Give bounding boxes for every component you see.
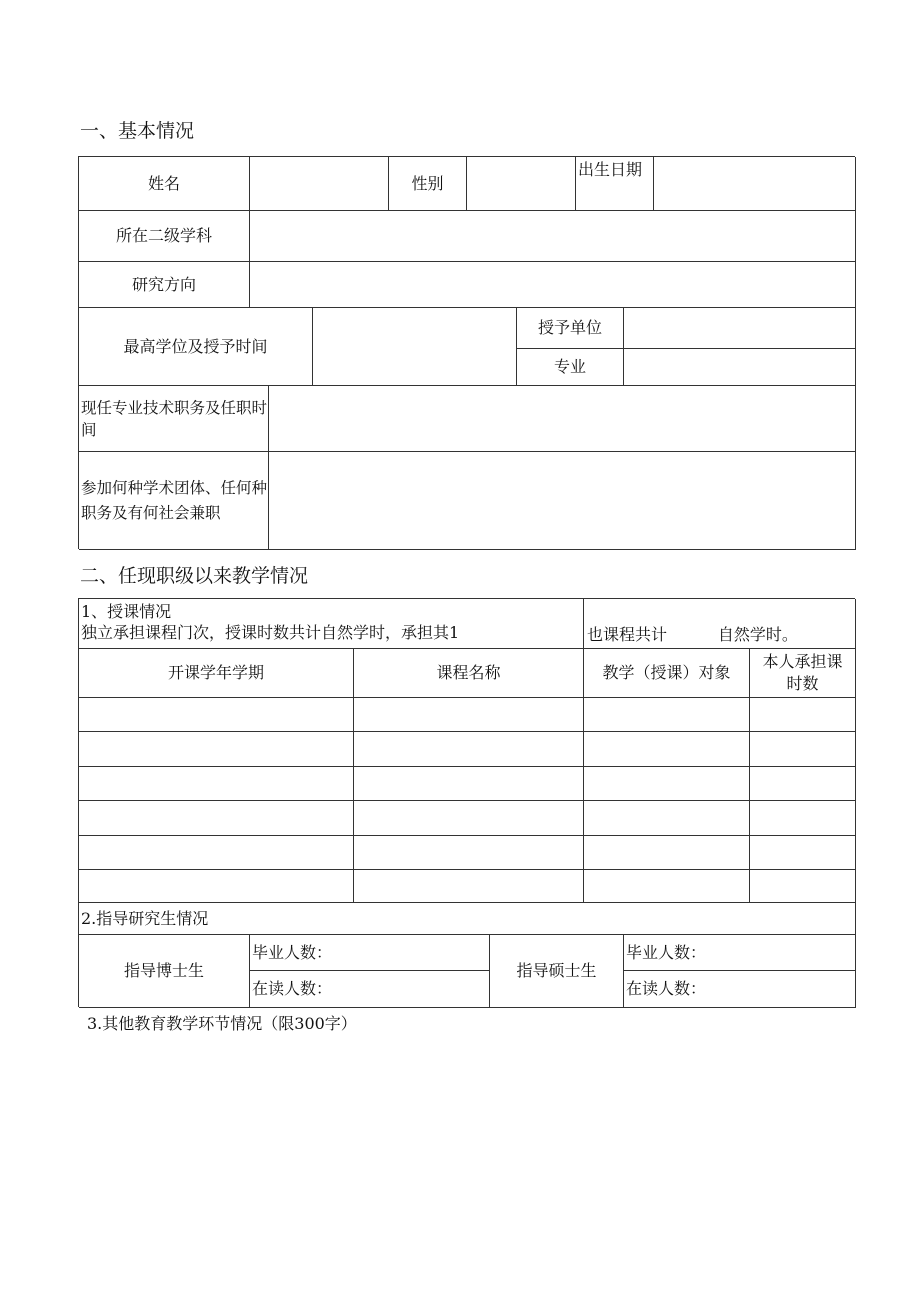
degree-field[interactable] xyxy=(313,308,517,386)
phd-graduated-field[interactable]: 毕业人数： xyxy=(250,935,490,971)
table-cell[interactable] xyxy=(584,698,750,732)
phd-label: 指导博士生 xyxy=(79,935,250,1008)
table-cell[interactable] xyxy=(79,698,354,732)
table-cell[interactable] xyxy=(354,801,584,836)
discipline-field[interactable] xyxy=(250,211,856,262)
table-cell[interactable] xyxy=(79,732,354,767)
name-field[interactable] xyxy=(250,157,389,211)
grant-unit-label: 授予单位 xyxy=(517,308,624,349)
basic-info-table xyxy=(78,156,855,549)
teaching-line: 独立承担课程门次，授课时数共计自然学时，承担其1 xyxy=(81,623,460,642)
major-label: 专业 xyxy=(517,349,624,386)
table-cell[interactable] xyxy=(584,870,750,903)
master-graduated-field[interactable]: 毕业人数： xyxy=(624,935,856,971)
col-hours-header: 本人承担课时数 xyxy=(750,649,856,698)
table-cell[interactable] xyxy=(79,767,354,801)
table-cell[interactable] xyxy=(750,732,856,767)
research-direction-label: 研究方向 xyxy=(79,262,250,308)
table-cell[interactable] xyxy=(354,732,584,767)
research-direction-field[interactable] xyxy=(250,262,856,308)
table-cell[interactable] xyxy=(354,836,584,870)
table-cell[interactable] xyxy=(750,767,856,801)
society-label: 参加何种学术团体、任何种职务及有何社会兼职 xyxy=(79,452,269,550)
gender-label: 性别 xyxy=(389,157,467,211)
grant-unit-field[interactable] xyxy=(624,308,856,349)
table-cell[interactable] xyxy=(79,801,354,836)
table-cell[interactable] xyxy=(750,836,856,870)
society-field[interactable] xyxy=(269,452,856,550)
teaching-table xyxy=(78,598,855,1007)
teaching-heading: 1、授课情况 xyxy=(81,602,172,621)
birth-date-field[interactable] xyxy=(654,157,856,211)
master-label: 指导硕士生 xyxy=(490,935,624,1008)
position-label: 现任专业技术职务及任职时间 xyxy=(79,386,269,452)
major-field[interactable] xyxy=(624,349,856,386)
table-cell[interactable] xyxy=(354,767,584,801)
table-cell[interactable] xyxy=(584,732,750,767)
table-cell[interactable] xyxy=(584,767,750,801)
teaching-summary-right xyxy=(584,599,856,649)
phd-enrolled-field[interactable]: 在读人数： xyxy=(250,971,490,1008)
degree-label: 最高学位及授予时间 xyxy=(79,308,313,386)
discipline-label: 所在二级学科 xyxy=(79,211,250,262)
table-cell[interactable] xyxy=(354,870,584,903)
table-cell[interactable] xyxy=(79,870,354,903)
table-cell[interactable] xyxy=(79,836,354,870)
name-label: 姓名 xyxy=(79,157,250,211)
col-term-header: 开课学年学期 xyxy=(79,649,354,698)
table-cell[interactable] xyxy=(750,698,856,732)
table-cell[interactable] xyxy=(354,698,584,732)
table-cell[interactable] xyxy=(584,801,750,836)
teaching-summary-cell xyxy=(79,599,584,649)
col-course-header: 课程名称 xyxy=(354,649,584,698)
table-cell[interactable] xyxy=(584,836,750,870)
grad-heading: 2.指导研究生情况 xyxy=(79,903,856,935)
table-cell[interactable] xyxy=(750,801,856,836)
master-enrolled-field[interactable]: 在读人数： xyxy=(624,971,856,1008)
birth-date-label: 出生日期 xyxy=(576,157,654,211)
col-audience-header: 教学（授课）对象 xyxy=(584,649,750,698)
other-teaching-heading: 3.其他教育教学环节情况（限300字） xyxy=(87,1014,357,1033)
section-1-title: 一、基本情况 xyxy=(80,120,195,142)
teaching-line-right: 也课程共计 自然学时。 xyxy=(587,625,798,644)
section-2-title: 二、任现职级以来教学情况 xyxy=(80,565,309,587)
table-cell[interactable] xyxy=(750,870,856,903)
gender-field[interactable] xyxy=(467,157,576,211)
position-field[interactable] xyxy=(269,386,856,452)
